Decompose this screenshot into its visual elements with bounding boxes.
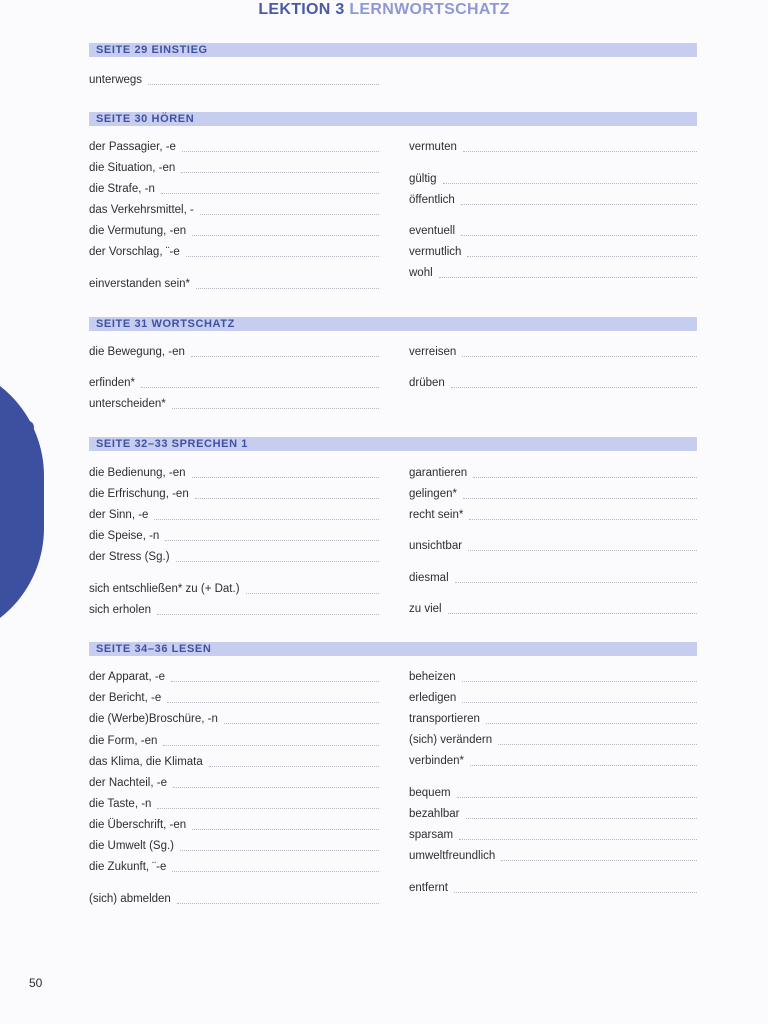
vocab-entry <box>409 569 697 585</box>
vocab-word: sparsam <box>409 829 454 841</box>
vocab-entry <box>409 343 697 359</box>
vocab-entry <box>89 774 379 790</box>
vocab-word: die Umwelt (Sg.) <box>89 840 174 852</box>
vocab-entry <box>89 527 379 543</box>
answer-line <box>462 356 697 357</box>
answer-line <box>462 681 697 682</box>
vocab-entry <box>89 710 379 726</box>
vocab-word: die Taste, -n <box>89 798 152 810</box>
answer-line <box>451 387 697 388</box>
vocab-entry <box>89 689 379 705</box>
vocab-entry <box>89 343 379 359</box>
answer-line <box>462 702 697 703</box>
answer-line <box>501 860 697 861</box>
vocab-entry <box>89 395 379 411</box>
vocab-word: die Überschrift, -en <box>89 819 187 831</box>
vocab-entry <box>409 374 697 390</box>
vocab-word: das Klima, die Klimata <box>89 756 203 768</box>
answer-line <box>172 408 379 409</box>
answer-line <box>246 593 379 594</box>
vocab-entry <box>89 243 379 259</box>
answer-line <box>486 723 697 724</box>
answer-line <box>439 277 697 278</box>
answer-line <box>466 818 697 819</box>
section-title: SEITE 32–33 SPRECHEN 1 <box>96 438 248 450</box>
answer-line <box>224 723 379 724</box>
vocab-word: gelingen* <box>409 488 457 500</box>
vocab-word: recht sein* <box>409 509 464 521</box>
answer-line <box>192 477 379 478</box>
vocab-entry <box>89 816 379 832</box>
answer-line <box>463 498 697 499</box>
vocab-word: die Bedienung, -en <box>89 467 186 479</box>
vocab-entry <box>409 222 697 238</box>
vocab-entry <box>89 580 379 596</box>
vocab-entry <box>89 890 379 906</box>
vocab-entry <box>89 138 379 154</box>
vocab-word: die Zukunft, ¨-e <box>89 861 167 873</box>
vocab-entry <box>409 879 697 895</box>
vocab-entry <box>89 275 379 291</box>
answer-line <box>467 256 697 257</box>
answer-line <box>196 288 379 289</box>
answer-line <box>163 745 379 746</box>
vocab-word: der Apparat, -e <box>89 671 166 683</box>
page-number: 50 <box>29 976 43 990</box>
vocab-word: die (Werbe)Broschüre, -n <box>89 713 218 725</box>
answer-line <box>165 540 379 541</box>
answer-line <box>154 519 379 520</box>
vocab-entry <box>89 837 379 853</box>
answer-line <box>461 204 697 205</box>
answer-line <box>172 871 379 872</box>
vocab-entry <box>409 752 697 768</box>
answer-line <box>141 387 379 388</box>
vocab-word: der Sinn, -e <box>89 509 149 521</box>
vocabulary-label: LERNWORTSCHATZ <box>349 1 510 18</box>
vocab-word: beheizen <box>409 671 456 683</box>
vocab-word: bezahlbar <box>409 808 460 820</box>
section-header <box>89 43 697 57</box>
vocab-word: die Erfrischung, -en <box>89 488 189 500</box>
vocab-word: sich erholen <box>89 604 152 616</box>
answer-line <box>161 193 379 194</box>
section-title: SEITE 31 WORTSCHATZ <box>96 318 235 330</box>
vocab-word: transportieren <box>409 713 480 725</box>
vocab-word: garantieren <box>409 467 468 479</box>
vocab-entry <box>409 847 697 863</box>
vocab-word: der Passagier, -e <box>89 141 176 153</box>
section-title: SEITE 29 EINSTIEG <box>96 44 208 56</box>
section-title: SEITE 34–36 LESEN <box>96 643 212 655</box>
answer-line <box>468 550 697 551</box>
answer-line <box>195 498 379 499</box>
answer-line <box>191 356 379 357</box>
answer-line <box>186 256 379 257</box>
vocab-entry <box>89 201 379 217</box>
answer-line <box>177 903 379 904</box>
answer-line <box>469 519 697 520</box>
vocab-entry <box>89 601 379 617</box>
vocab-word: vermutlich <box>409 246 462 258</box>
answer-line <box>470 765 697 766</box>
answer-line <box>181 172 379 173</box>
answer-line <box>457 797 697 798</box>
section-header <box>89 642 697 656</box>
vocab-entry <box>409 689 697 705</box>
page-title <box>0 1 768 19</box>
answer-line <box>448 613 697 614</box>
vocab-word: die Vermutung, -en <box>89 225 187 237</box>
answer-line <box>498 744 697 745</box>
vocab-word: öffentlich <box>409 194 455 206</box>
vocab-word: erledigen <box>409 692 457 704</box>
vocab-entry <box>409 668 697 684</box>
answer-line <box>459 839 697 840</box>
answer-line <box>455 582 697 583</box>
vocab-entry <box>409 243 697 259</box>
vocab-word: wohl <box>409 267 433 279</box>
vocab-word: umweltfreundlich <box>409 850 496 862</box>
vocab-word: bequem <box>409 787 451 799</box>
vocab-entry <box>409 805 697 821</box>
vocab-word: der Vorschlag, ¨-e <box>89 246 180 258</box>
answer-line <box>209 766 379 767</box>
vocab-entry <box>409 731 697 747</box>
vocab-word: diesmal <box>409 572 449 584</box>
vocab-entry <box>89 506 379 522</box>
vocab-word: verbinden* <box>409 755 464 767</box>
vocab-word: gültig <box>409 173 437 185</box>
vocab-word: (sich) verändern <box>409 734 493 746</box>
vocab-entry <box>409 170 697 186</box>
vocab-entry <box>89 222 379 238</box>
answer-line <box>454 892 697 893</box>
vocab-word: die Form, -en <box>89 735 158 747</box>
vocab-entry <box>89 858 379 874</box>
vocab-word: sich entschließen* zu (+ Dat.) <box>89 583 240 595</box>
vocab-entry <box>409 784 697 800</box>
vocab-entry <box>409 485 697 501</box>
answer-line <box>461 235 697 236</box>
chapter-tab-number: 3 <box>10 414 38 460</box>
vocab-entry <box>409 600 697 616</box>
vocab-entry <box>89 464 379 480</box>
answer-line <box>192 829 379 830</box>
answer-line <box>200 214 379 215</box>
answer-line <box>180 850 379 851</box>
vocab-entry <box>89 485 379 501</box>
answer-line <box>473 477 697 478</box>
vocab-word: einverstanden sein* <box>89 278 191 290</box>
vocab-entry <box>409 826 697 842</box>
vocab-entry <box>89 159 379 175</box>
answer-line <box>192 235 379 236</box>
vocab-entry <box>409 264 697 280</box>
answer-line <box>443 183 698 184</box>
vocab-entry <box>89 180 379 196</box>
vocab-entry <box>409 464 697 480</box>
vocab-word: zu viel <box>409 603 442 615</box>
lesson-label: LEKTION 3 <box>258 1 345 18</box>
vocab-word: entfernt <box>409 882 448 894</box>
answer-line <box>463 151 697 152</box>
vocab-word: vermuten <box>409 141 457 153</box>
vocab-word: (sich) abmelden <box>89 893 171 905</box>
answer-line <box>171 681 379 682</box>
vocab-word: die Bewegung, -en <box>89 346 185 358</box>
vocab-word: unterwegs <box>89 74 143 86</box>
vocab-entry <box>89 71 379 87</box>
vocab-word: drüben <box>409 377 445 389</box>
section-title: SEITE 30 HÖREN <box>96 113 195 125</box>
vocab-word: die Situation, -en <box>89 162 176 174</box>
answer-line <box>148 84 379 85</box>
vocab-word: verreisen <box>409 346 457 358</box>
vocab-word: die Speise, -n <box>89 530 160 542</box>
vocab-entry <box>409 537 697 553</box>
vocab-entry <box>409 710 697 726</box>
vocab-word: der Bericht, -e <box>89 692 162 704</box>
answer-line <box>167 702 379 703</box>
answer-line <box>182 151 379 152</box>
vocab-entry <box>89 732 379 748</box>
vocab-entry <box>89 795 379 811</box>
vocab-word: eventuell <box>409 225 456 237</box>
section-header <box>89 112 697 126</box>
chapter-tab <box>0 362 44 642</box>
vocab-entry <box>89 374 379 390</box>
vocab-entry <box>89 548 379 564</box>
vocab-word: erfinden* <box>89 377 136 389</box>
vocab-word: unterscheiden* <box>89 398 166 410</box>
answer-line <box>176 561 379 562</box>
vocab-word: das Verkehrsmittel, - <box>89 204 194 216</box>
vocab-entry <box>89 753 379 769</box>
vocab-entry <box>409 138 697 154</box>
answer-line <box>173 787 379 788</box>
vocab-word: der Stress (Sg.) <box>89 551 170 563</box>
vocab-word: die Strafe, -n <box>89 183 155 195</box>
vocab-entry <box>409 506 697 522</box>
section-header <box>89 437 697 451</box>
vocab-entry <box>89 668 379 684</box>
answer-line <box>157 808 379 809</box>
vocab-word: der Nachteil, -e <box>89 777 167 789</box>
vocab-word: unsichtbar <box>409 540 463 552</box>
vocab-entry <box>409 191 697 207</box>
section-header <box>89 317 697 331</box>
answer-line <box>157 614 379 615</box>
